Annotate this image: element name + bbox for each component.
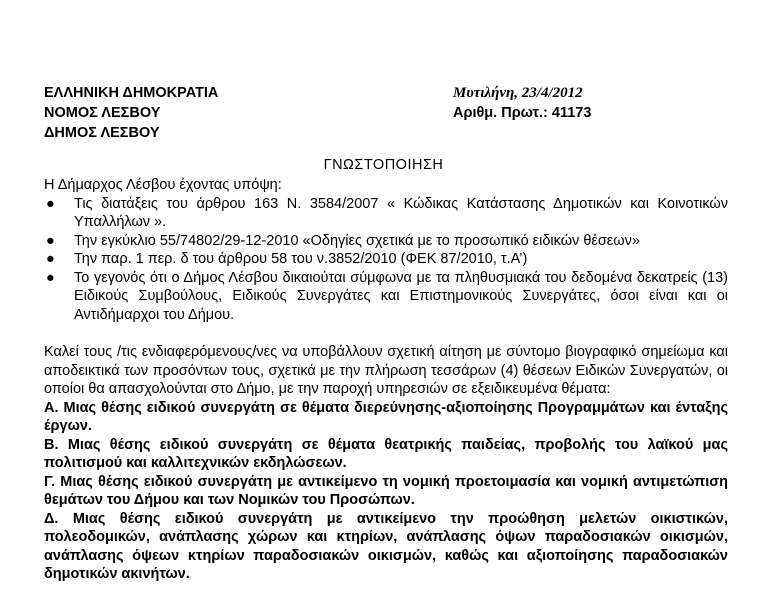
bullet-text: Την εγκύκλιο 55/74802/29-12-2010 «Οδηγίες σχετικά με το προσωπικό ειδικών θέσεων» <box>74 232 640 249</box>
issuer-municipality: ΔΗΜΟΣ ΛΕΣΒΟΥ <box>44 125 160 141</box>
document-title: ΓΝΩΣΤΟΠΟΙΗΣΗ <box>323 157 444 173</box>
bullet-icon: ● <box>46 232 55 249</box>
position-d: Δ. Μιας θέσης ειδικού συνεργάτη με αντικείμενο την προώθηση μελετών οικιστικών, πολεοδομικών, ανάπλασης χώρων και κτηρίων, ανάπλασης όψων παραδοσιακών οικισμών, ανάπλασης όψεων κτηρίων παραδοσιακών οικισμών, καθώς και αξιοποίησης παραδοσιακών δημοτικών ακινήτων. <box>44 510 728 582</box>
position-b: Β. Μιας θέσης ειδικού συνεργάτη σε θέματα θεατρικής παιδείας, προβολής του λαϊκού μας πολιτισμού και καλλιτεχνικών εκδηλώσεων. <box>44 436 728 471</box>
issuer-prefecture: ΝΟΜΟΣ ΛΕΣΒΟΥ <box>44 105 161 121</box>
bullet-item <box>44 232 728 251</box>
bullet-icon: ● <box>46 195 55 212</box>
bullet-item <box>44 269 728 325</box>
bullet-text: Την παρ. 1 περ. δ του άρθρου 58 του ν.3852/2010 (ΦΕΚ 87/2010, τ.Α’) <box>74 251 528 267</box>
bullet-item <box>44 195 728 232</box>
bullet-text: Το γεγονός ότι ο Δήμος Λέσβου δικαιούται σύμφωνα με τα πληθυσμιακά του δεδομένα δεκατρείς (13) Ειδικούς Συμβούλους, Ειδικούς Συνεργάτες και Επιστημονικούς Συνεργάτες, όσοι είναι και οι Αντιδήμαρχοι του Δήμου. <box>74 269 728 323</box>
call-paragraph: Καλεί τους /τις ενδιαφερόμενους/νες να υποβάλλουν σχετική αίτηση με σύντομο βιογραφικό σημείωμα και αποδεικτικά των προσόντων τους, σχετικά με την πλήρωση τεσσάρων (4) θέσεων Ειδικών Συνεργατών, οι οποίοι θα απασχολούνται στο Δήμο, με την παροχή υπηρεσιών σε εξειδικευμένα θέματα: <box>44 344 728 397</box>
reference-block <box>453 83 591 123</box>
bullet-icon: ● <box>46 269 55 286</box>
protocol-number: Αριθμ. Πρωτ.: 41173 <box>453 105 592 121</box>
intro-text: Η Δήμαρχος Λέσβου έχοντας υπόψη: <box>44 177 282 193</box>
bullet-text: Τις διατάξεις του άρθρου 163 Ν. 3584/2007 « Κώδικας Κατάστασης Δημοτικών και Κοινοτικών Υπαλλήλων ». <box>74 195 728 230</box>
issuer-country: ΕΛΛΗΝΙΚΗ ΔΗΜΟΚΡΑΤΙΑ <box>44 85 219 101</box>
place-date: Μυτιλήνη, 23/4/2012 <box>453 85 583 101</box>
bullet-icon: ● <box>46 251 55 267</box>
position-a: Α. Μιας θέσης ειδικού συνεργάτη σε θέματα διερεύνησης-αξιοποίησης Προγραμμάτων και ένταξης έργων. <box>44 399 728 434</box>
document-body <box>44 176 728 584</box>
position-c: Γ. Μιας θέσης ειδικού συνεργάτη με αντικείμενο τη νομική προετοιμασία και νομική αντιμετώπιση θεμάτων του Δήμου και των Νομικών του Προσώπων. <box>44 473 728 508</box>
bullet-item <box>44 250 728 269</box>
issuer-block <box>44 83 218 143</box>
